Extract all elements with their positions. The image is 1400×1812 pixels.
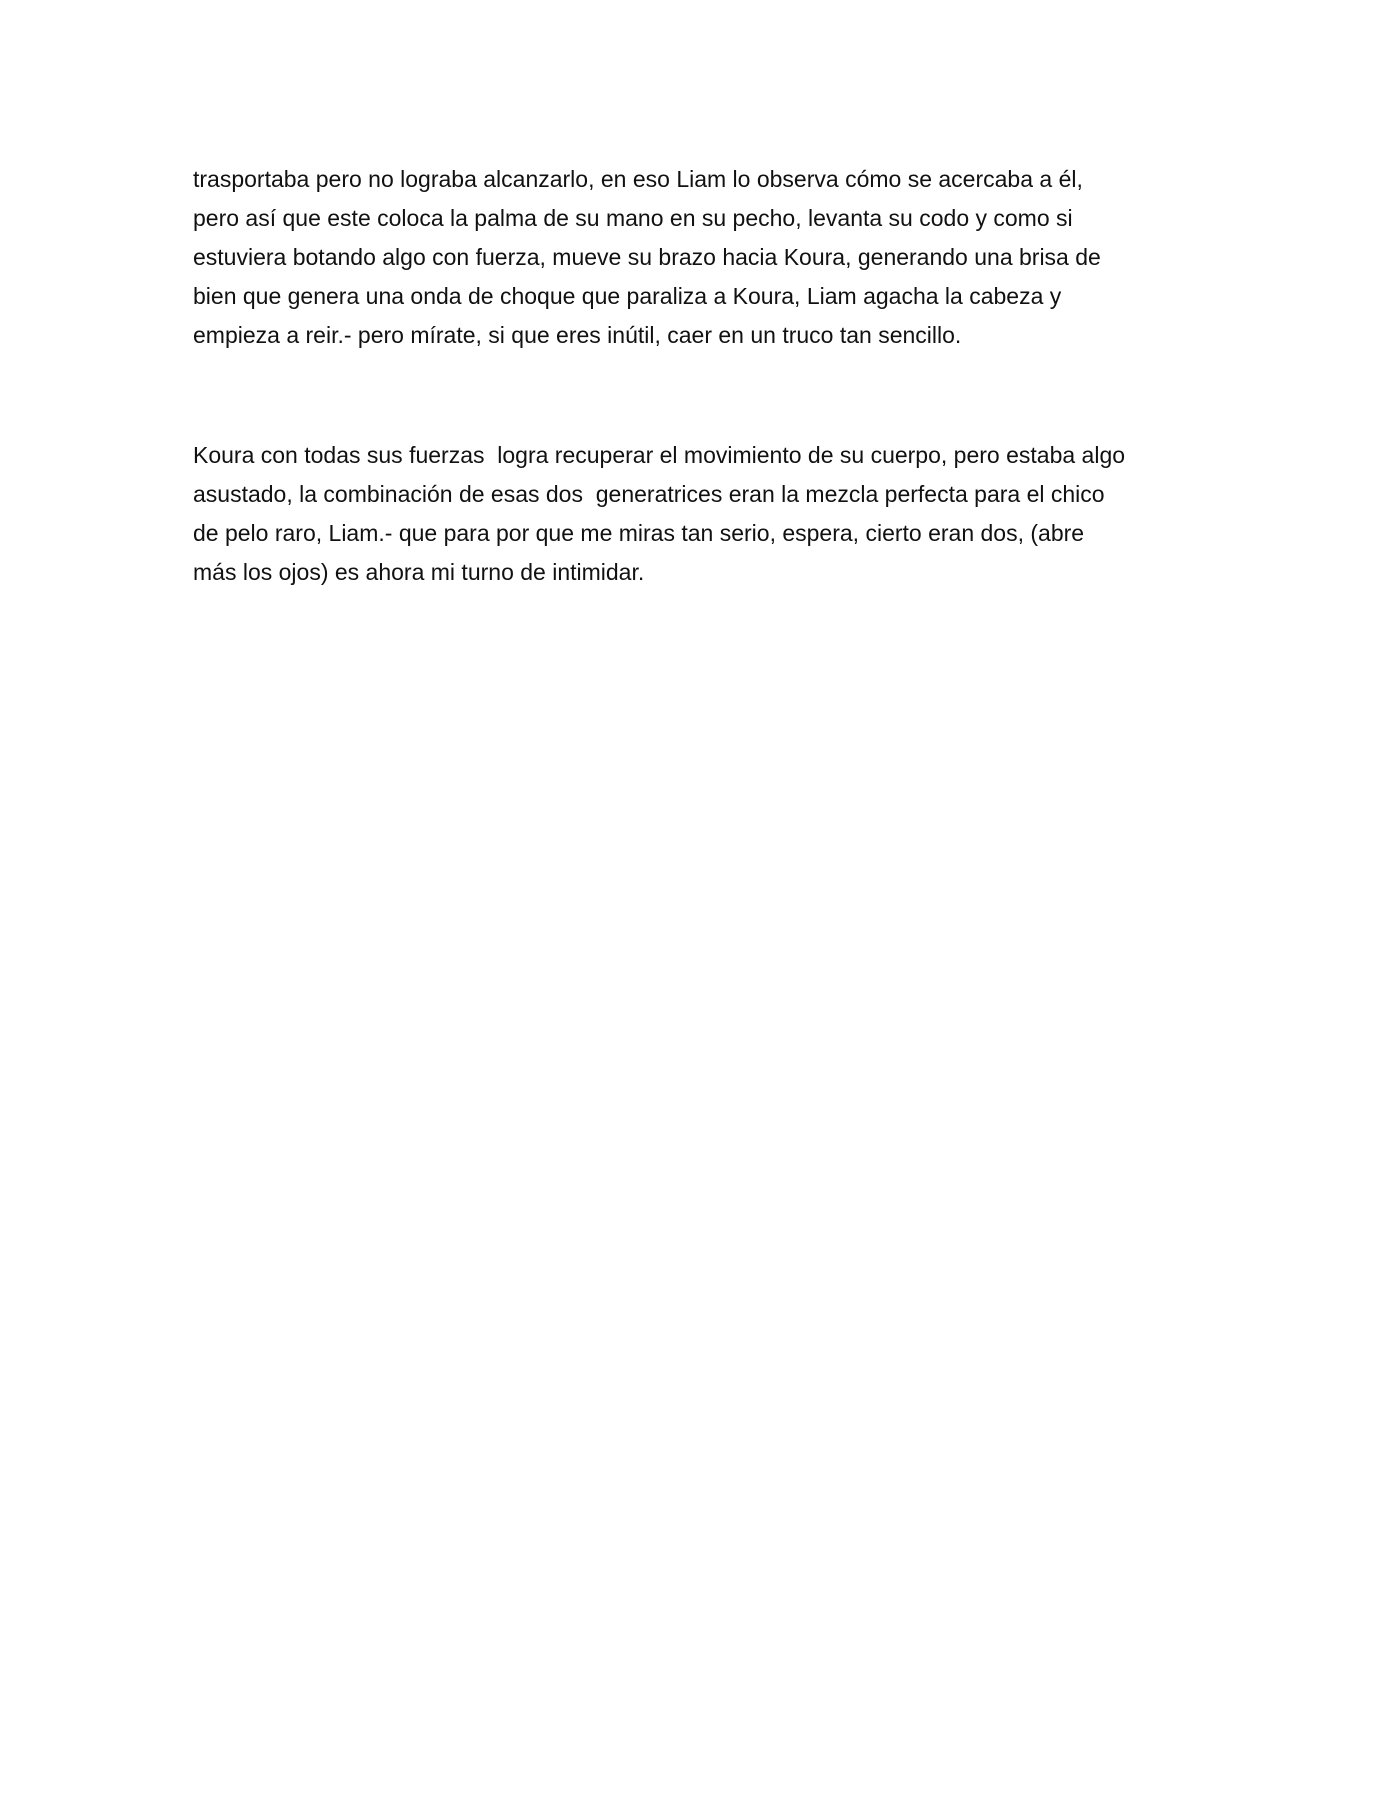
paragraph-line: estuviera botando algo con fuerza, mueve su brazo hacia Koura, generando una brisa de (193, 244, 1101, 270)
paragraph-line: bien que genera una onda de choque que paraliza a Koura, Liam agacha la cabeza y (193, 283, 1062, 309)
paragraph-line: trasportaba pero no lograba alcanzarlo, en eso Liam lo observa cómo se acercaba a él, (193, 166, 1083, 192)
paragraph-line: asustado, la combinación de esas dos generatrices eran la mezcla perfecta para el chico (193, 481, 1105, 507)
paragraph-line: empieza a reir.- pero mírate, si que eres inútil, caer en un truco tan sencillo. (193, 322, 962, 348)
paragraph-1 (193, 160, 1223, 355)
paragraph-line: pero así que este coloca la palma de su mano en su pecho, levanta su codo y como si (193, 205, 1073, 231)
paragraph-line: Koura con todas sus fuerzas logra recuperar el movimiento de su cuerpo, pero estaba algo (193, 442, 1126, 468)
paragraph-line: de pelo raro, Liam.- que para por que me miras tan serio, espera, cierto eran dos, (abre (193, 520, 1085, 546)
paragraph-2 (193, 436, 1223, 592)
paragraph-line: más los ojos) es ahora mi turno de intimidar. (193, 559, 645, 585)
